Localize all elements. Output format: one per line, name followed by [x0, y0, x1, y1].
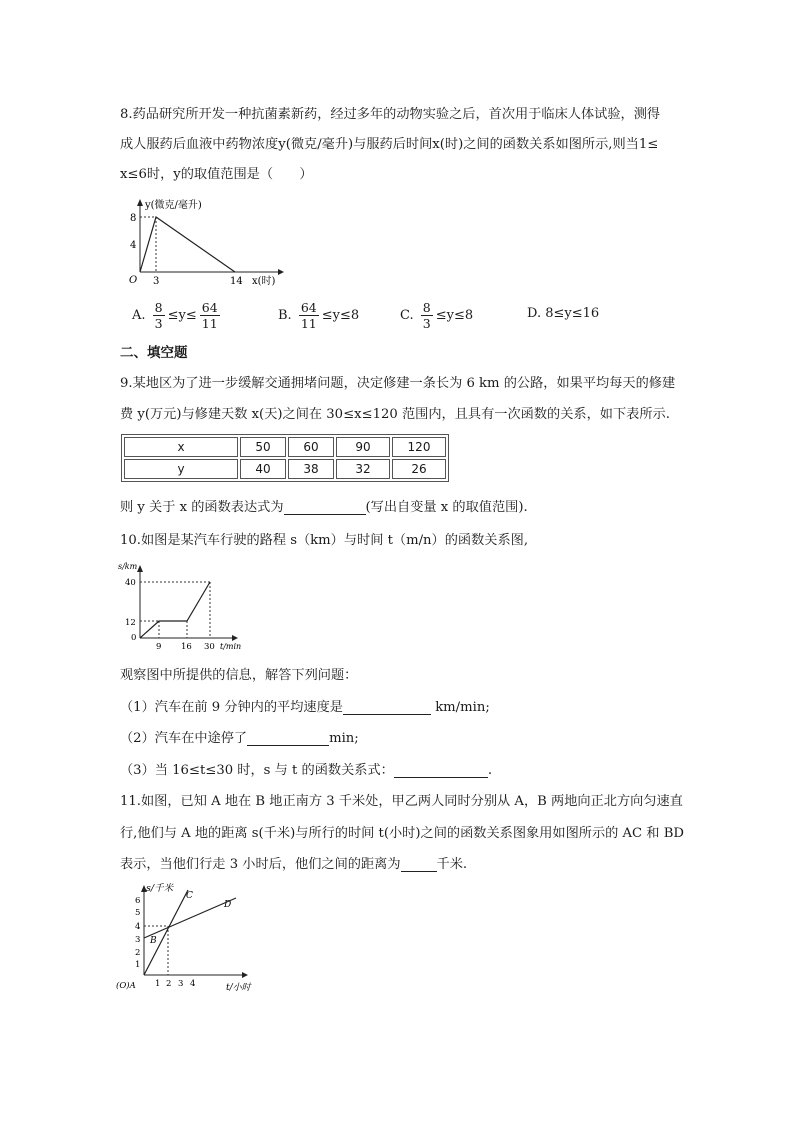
q8-option-a-frac2: $\frac{64}{11}$ [201, 300, 218, 331]
q8-option-c[interactable] [400, 300, 473, 331]
q10-xtick-16: 16 [181, 642, 192, 652]
q11-ylabel: s/千米 [146, 883, 174, 894]
q10-curve [140, 582, 210, 638]
q11-line-bd [144, 898, 236, 938]
q10-xlabel: t/min [220, 642, 242, 651]
q10-part3-prefix: （3）当 16≤t≤30 时，s 与 t 的函数关系式： [120, 763, 394, 778]
q10-graph [116, 560, 246, 652]
q11-answer-blank[interactable] [401, 856, 437, 872]
q8-ytick-8: 8 [130, 213, 137, 224]
q10-origin: 0 [131, 633, 137, 643]
q8-graph [118, 196, 288, 290]
q9-x-label: x [124, 437, 238, 457]
q10-part1-suffix: km/min; [435, 700, 490, 715]
q10-part2 [120, 727, 359, 746]
q8-line2: 成人服药后血液中药物浓度y(微克/毫升)与服药后时间x(时)之间的函数关系如图所示,则当1≤ [120, 137, 659, 152]
q11-ytick: 2 [135, 948, 141, 958]
q9-y-val: 32 [336, 459, 390, 479]
q11-graph [114, 882, 264, 998]
q10-ytick-40: 40 [125, 578, 136, 588]
q10-x-arrow [232, 635, 238, 641]
q11-label-d: D [224, 900, 232, 910]
q8-xlabel: x(时) [252, 276, 276, 287]
q9-x-val: 90 [336, 437, 390, 457]
q11-xtick: 4 [190, 979, 196, 989]
q9-answer-prefix: 则 y 关于 x 的函数表达式为 [120, 500, 284, 515]
q9-answer-line [120, 496, 528, 515]
q11-line3-prefix: 表示，当他们行走 3 小时后，他们之间的距离为 [120, 857, 401, 872]
q10-intro: 10.如图是某汽车行驶的路程 s（km）与时间 t（m/n）的函数关系图, [120, 533, 529, 548]
q10-part3 [120, 759, 492, 778]
q11-line3 [120, 853, 467, 872]
q9-x-val: 50 [240, 437, 286, 457]
q11-line1: 11.如图，已知 A 地在 B 地正南方 3 千米处，甲乙两人同时分别从 A，B 两地向正北方向匀速直 [120, 794, 683, 809]
q8-xtick-14: 14 [230, 276, 243, 287]
q8-option-a-label: A. [132, 308, 146, 323]
q8-option-d[interactable]: D. 8≤y≤16 [527, 306, 600, 321]
q8-option-a[interactable] [132, 300, 223, 331]
q9-y-val: 26 [392, 459, 446, 479]
q8-origin: O [129, 275, 138, 286]
q11-label-b: B [150, 936, 157, 946]
q10-ytick-12: 12 [125, 618, 136, 628]
q10-ylabel: s/km [118, 562, 138, 571]
q9-y-val: 38 [288, 459, 334, 479]
q9-answer-blank[interactable] [284, 499, 366, 515]
q11-label-c: C [186, 891, 193, 901]
q8-option-c-rest: ≤y≤8 [435, 308, 474, 323]
table-row [124, 437, 446, 457]
q8-ylabel: y(微克/毫升) [145, 200, 202, 211]
q8-curve [140, 217, 235, 272]
q9-y-label: y [124, 459, 238, 479]
q11-origin: (O)A [116, 981, 136, 991]
q9-table [121, 434, 449, 482]
q8-option-a-mid: ≤y≤ [167, 308, 197, 323]
q10-part2-blank[interactable] [247, 730, 329, 746]
q8-option-b-frac: $\frac{64}{11}$ [300, 300, 317, 331]
q8-y-arrow [137, 199, 143, 206]
q11-ytick: 6 [135, 896, 141, 906]
q10-part2-prefix: （2）汽车在中途停了 [120, 731, 248, 746]
q11-xlabel: t/小时 [226, 983, 251, 993]
q8-ytick-4: 4 [130, 240, 137, 251]
q9-x-val: 120 [392, 437, 446, 457]
q11-ytick: 5 [135, 908, 141, 918]
q10-part3-suffix: . [487, 763, 493, 778]
q8-option-c-frac: $\frac{8}{3}$ [422, 300, 431, 331]
q9-answer-suffix: (写出自变量 x 的取值范围). [365, 500, 528, 515]
q11-line-ac [144, 890, 188, 975]
q9-line1: 9.某地区为了进一步缓解交通拥堵问题，决定修建一条长为 6 km 的公路，如果平均每天的修建 [120, 376, 676, 391]
q8-option-c-label: C. [400, 308, 414, 323]
q9-line2: 费 y(万元)与修建天数 x(天)之间在 30≤x≤120 范围内，且具有一次函数的关系，如下表所示. [120, 407, 670, 422]
q11-x-arrow [242, 972, 248, 978]
q10-prompt: 观察图中所提供的信息，解答下列问题： [120, 668, 358, 683]
q11-line2: 行,他们与 A 地的距离 s(千米)与所行的时间 t(小时)之间的函数关系图象用如图所示的 AC 和 BD [120, 826, 684, 841]
q11-xtick: 1 [155, 979, 161, 989]
q8-option-b-label: B. [278, 308, 292, 323]
q9-x-val: 60 [288, 437, 334, 457]
section2-title: 二、填空题 [120, 345, 188, 361]
q11-ytick: 1 [135, 960, 141, 970]
q8-line1: 8.药品研究所开发一种抗菌素新药，经过多年的动物实验之后，首次用于临床人体试验，测得 [120, 107, 661, 122]
q8-xtick-3: 3 [153, 276, 160, 287]
q9-y-val: 40 [240, 459, 286, 479]
q10-part3-blank[interactable] [394, 762, 488, 778]
q10-xtick-30: 30 [204, 642, 215, 652]
q11-ytick: 4 [135, 922, 141, 932]
q11-xtick: 3 [178, 979, 184, 989]
q8-option-a-frac1: $\frac{8}{3}$ [154, 300, 163, 331]
q10-y-arrow [137, 565, 143, 572]
q8-option-b[interactable] [278, 300, 359, 331]
q10-part1-blank[interactable] [343, 699, 431, 715]
q10-part1 [120, 696, 490, 715]
q10-part1-prefix: （1）汽车在前 9 分钟内的平均速度是 [120, 700, 343, 715]
q8-option-b-rest: ≤y≤8 [321, 308, 360, 323]
q11-ytick: 3 [135, 935, 141, 945]
q8-line3: x≤6时，y的取值范围是（ ） [120, 167, 313, 182]
table-row [124, 459, 446, 479]
q11-line3-suffix: 千米. [436, 857, 468, 872]
q10-xtick-9: 9 [156, 642, 162, 652]
q10-part2-suffix: min; [329, 731, 359, 746]
q11-xtick: 2 [166, 979, 172, 989]
q8-x-arrow [278, 269, 284, 275]
